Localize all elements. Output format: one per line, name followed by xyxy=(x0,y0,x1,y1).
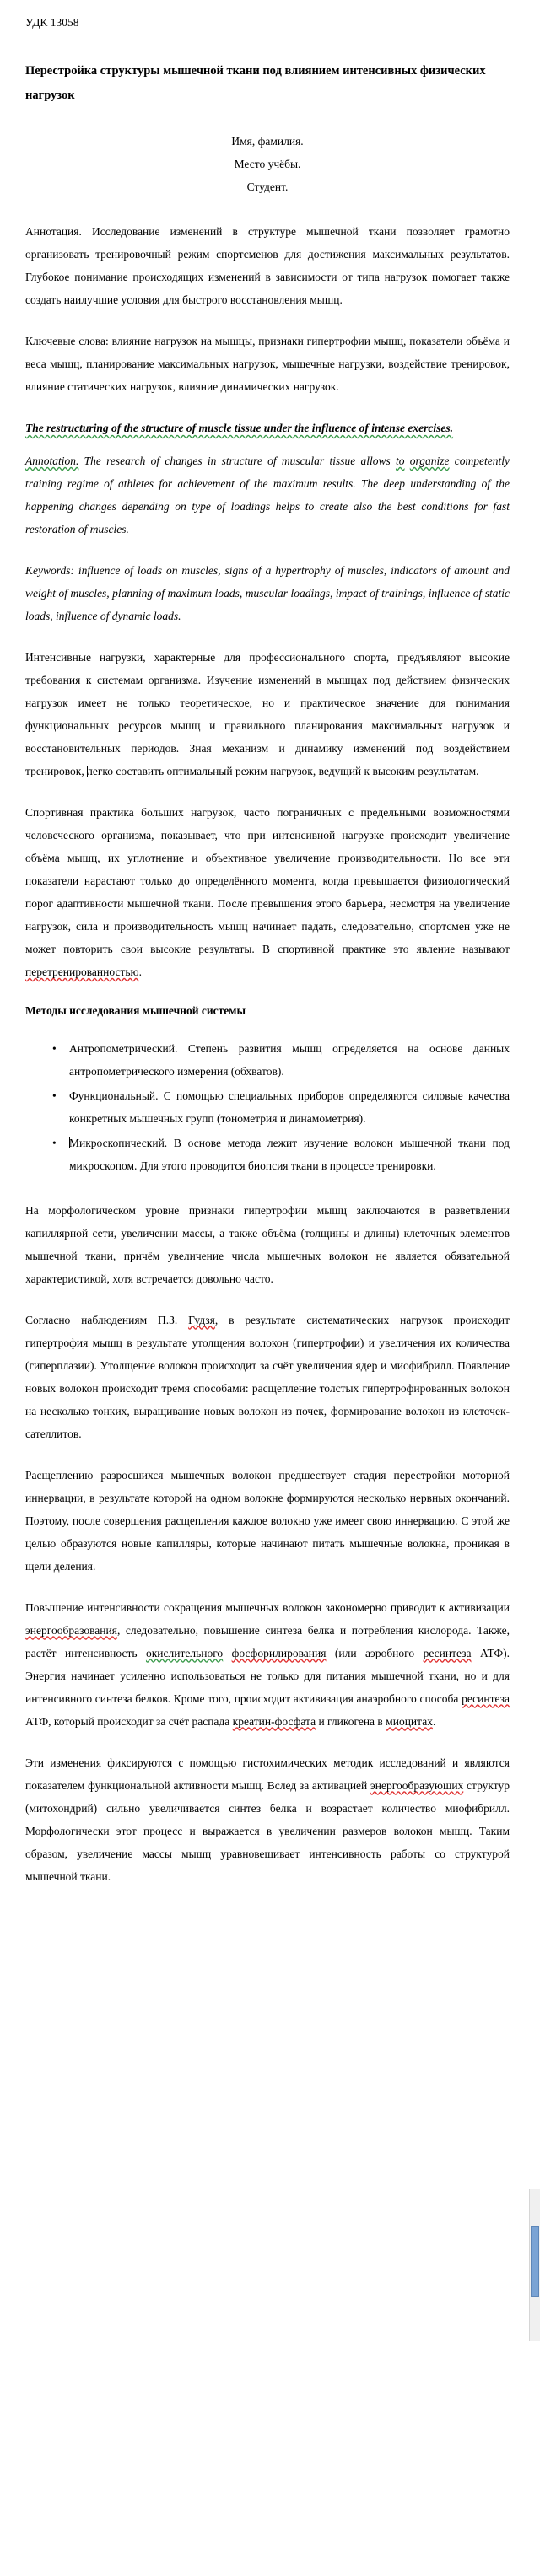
paragraph-final-part2: структур (митохондрий) сильно увеличивается синтез белка и возрастает количество миофибрилл. Морфологически этот процесс и выражается в увеличении размеров волокон мышц. Таким образом, увеличение массы мышц уравновешивает интенсивность работы со структурой мышечной ткани. xyxy=(25,1778,510,1883)
paragraph-intensive-loads xyxy=(25,646,510,782)
paragraph-intensive-tail: легко составить оптимальный режим нагрузок, ведущий к высоким результатам. xyxy=(87,765,479,778)
abstract-en xyxy=(25,449,510,540)
author-role: Студент. xyxy=(246,180,289,194)
abstract-ru: Аннотация. Исследование изменений в структуре мышечной ткани позволяет грамотно организовать тренировочный режим спортсменов для достижения максимальных результатов. Глубокое понимание происходящих изменений в зависимости от типа нагрузок помогает также создать наилучшие условия для быстрого восстановления мышц. xyxy=(25,225,510,307)
abstract-en-part3: competently training regime of athletes for achievement of the maximum results. The deep understanding of the happening changes depending on type of loadings helps to create also the best conditions for fast restoration of muscles. xyxy=(25,454,510,536)
paragraph-energy-part4: (или аэробного xyxy=(326,1646,424,1659)
section-heading-methods: Методы исследования мышечной системы xyxy=(25,1004,246,1018)
methods-list xyxy=(25,1037,510,1177)
page-title: Перестройка структуры мышечной ткани под влиянием интенсивных физических нагрузок xyxy=(25,64,486,103)
paragraph-final xyxy=(25,1751,510,1888)
paragraph-intensive-head: Интенсивные нагрузки, характерные для профессионального спорта, предъявляют высокие требования к системам организма. Изучение изменений в мышцах под действием физических нагрузок имеет не только теоретическое, но и практическое значение для понимания функциональных ресурсов мышц и правильного планирования максимальных нагрузок и восстановительных периодов. Зная механизм и динамику изменений под воздействием тренировок, xyxy=(25,651,510,778)
spelling-marked-creatine-phosphate: креатин-фосфата xyxy=(232,1714,316,1728)
paragraph-sport-practice xyxy=(25,801,510,983)
paragraph-innervation: Расщеплению разросшихся мышечных волокон предшествует стадия перестройки моторной иннервации, в результате которой на одном волокне формируются несколько нервных окончаний. Поэтому, после совершения расщепления каждое волокно уже имеет свою иннервацию. С этой же целью образуются новые капилляры, которые начинают питать мышечные волокна, проникая в щели деления. xyxy=(25,1468,510,1573)
keywords-en: Keywords: influence of loads on muscles, signs of a hypertrophy of muscles, indicators of amount and weight of muscles, planning of maximum loads, muscular loadings, impact of trainings, influence of static loads, influence of dynamic loads. xyxy=(25,564,510,623)
paragraph-gudz-part1: Согласно наблюдениям П.З. xyxy=(25,1313,189,1326)
vertical-scrollbar-thumb[interactable] xyxy=(531,2226,539,2297)
method-microscopic-text: Микроскопический. В основе метода лежит изучение волокон мышечной ткани под микроскопом. Для этого проводится биопсия ткани в процессе тренировки. xyxy=(69,1136,510,1172)
abstract-en-part1: The research of changes in structure of muscular tissue allows xyxy=(78,454,396,468)
keywords-ru: Ключевые слова: влияние нагрузок на мышцы, признаки гипертрофии мышц, показатели объёма и веса мышц, планирование максимальных нагрузок, мышечные нагрузки, воздействие тренировок, влияние статических нагрузок, влияние динамических нагрузок. xyxy=(25,335,510,394)
spelling-marked-energy-structures: энергообразующих xyxy=(370,1778,464,1792)
byline xyxy=(25,130,510,198)
paragraph-practice-part1: Спортивная практика больших нагрузок, часто пограничных с предельными возможностями человеческого организма, показывает, что при интенсивной нагрузке происходит увеличение объёма мышц, их уплотнение и объективное увеличение производительности. Но все эти показатели нарастают только до определённого момента, когда превышается физиологический порог адаптивности мышечной ткани. После превышения этого барьера, несмотря на увеличение нагрузок, сила и производительность мышц начинает падать, следовательно, спортсмен уже не может повторить свои высокие результаты. В спортивной практике это явление называют xyxy=(25,806,510,956)
paragraph-gudz xyxy=(25,1309,510,1445)
grammar-marked-title: The restructuring of the structure of muscle tissue under the influence of intense exercises. xyxy=(25,422,454,435)
list-item: • Функциональный. С помощью специальных приборов определяются силовые качества конкретных мышечных групп (тонометрия и динамометрия). xyxy=(69,1084,510,1130)
paragraph-energy-part1: Повышение интенсивности сокращения мышечных волокон закономерно приводит к активизации xyxy=(25,1600,510,1614)
list-item: • Антропометрический. Степень развития мышц определяется на основе данных антропометрического измерения (обхватов). xyxy=(69,1037,510,1083)
paragraph-energy-part7: и гликогена в xyxy=(316,1714,386,1728)
udk-code: УДК 13058 xyxy=(25,16,79,29)
author-place: Место учёбы. xyxy=(234,158,301,171)
paragraph-energy-part6: АТФ, который происходит за счёт распада xyxy=(25,1714,233,1728)
grammar-marked-to: to xyxy=(395,454,405,468)
spelling-marked-energy-formation: энергообразования xyxy=(25,1623,117,1637)
paragraph-final-part1: Эти изменения фиксируются с помощью гистохимических методик исследований и являются показателем функциональной активности мышц. Вслед за активацией xyxy=(25,1756,510,1792)
list-item xyxy=(69,1132,510,1177)
spelling-marked-phosphorylation: фосфорилирования xyxy=(231,1646,327,1659)
title-en xyxy=(25,417,510,439)
paragraph-energy xyxy=(25,1596,510,1733)
grammar-marked-organize: organize xyxy=(409,454,450,468)
paragraph-energy-part5: АТФ). Энергия начинает усиленно использоваться не только для питания мышечной ткани, но и для интенсивного синтеза белков. Кроме того, происходит активизация анаэробного способа xyxy=(25,1646,510,1705)
author-name: Имя, фамилия. xyxy=(231,135,304,148)
spelling-marked-resynthesis-1: ресинтеза xyxy=(423,1646,472,1659)
spelling-marked-resynthesis-2: ресинтеза xyxy=(462,1691,510,1705)
spelling-marked-myocytes: миоцитах xyxy=(386,1714,433,1728)
paragraph-morphology: На морфологическом уровне признаки гипертрофии мышц заключаются в разветвлении капиллярной сети, увеличении массы, а также объёма (толщины и длины) клеточных элементов мышечной ткани, причём увеличение числа мышечных волокон не является обязательной характеристикой, хотя встречается довольно часто. xyxy=(25,1203,510,1285)
paragraph-gudz-part2: , в результате систематических нагрузок происходит гипертрофия мышц в результате утолщения волокон (гипертрофии) и увеличения их количества (гиперплазии). Утолщение волокон происходит за счёт увеличения ядер и миофибрилл. Появление новых волокон происходит тремя способами: расщепление толстых гипертрофированных волокон на несколько тонких, выращивание новых волокон из почек, формирование волокон из клеточек-сателлитов. xyxy=(25,1313,510,1440)
document-body[interactable] xyxy=(25,15,510,1888)
paragraph-energy-part8: . xyxy=(432,1714,436,1728)
paragraph-energy-part3 xyxy=(223,1647,231,1659)
spelling-marked-gudz: Гудзя xyxy=(188,1313,215,1326)
grammar-marked-oxidative: окислительного xyxy=(145,1646,224,1659)
paragraph-practice-part2: . xyxy=(138,965,142,979)
paragraph-energy-part2: , следовательно, повышение синтеза белка и потребления кислорода. Также, растёт интенсивность xyxy=(25,1623,510,1659)
grammar-marked-annotation: Annotation. xyxy=(25,454,79,468)
spelling-marked-overtraining: перетренированностью xyxy=(25,965,139,979)
